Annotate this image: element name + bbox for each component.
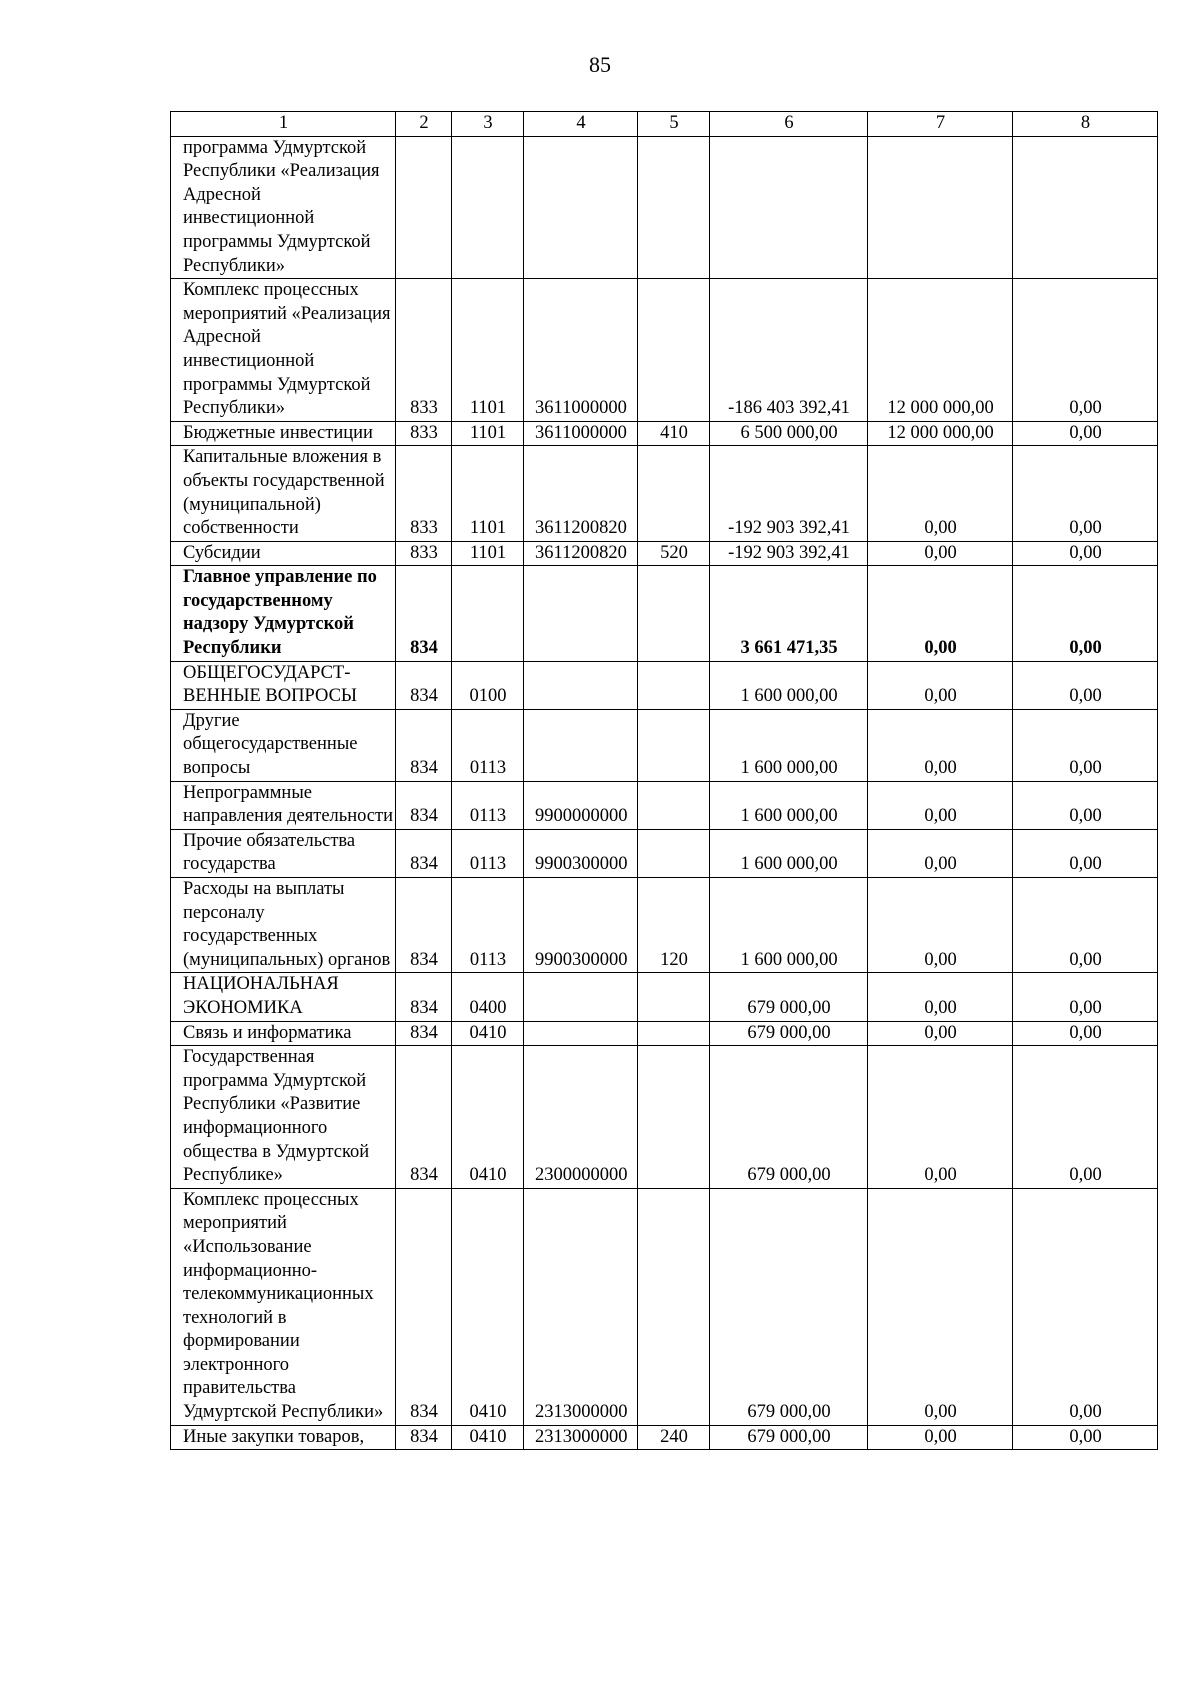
row-name-cell: Иные закупки товаров,	[171, 1425, 396, 1450]
admin-code-cell: 834	[396, 1046, 452, 1189]
table-row	[171, 566, 1158, 661]
table-header-row	[171, 112, 1158, 137]
table-row	[171, 829, 1158, 877]
amount-col7-cell: 0,00	[868, 829, 1013, 877]
table-row	[171, 421, 1158, 446]
expense-type-cell: 520	[638, 541, 710, 566]
amount-col8-cell: 0,00	[1013, 566, 1158, 661]
target-article-cell: 2300000000	[524, 1046, 638, 1189]
expense-type-cell: 410	[638, 421, 710, 446]
table-row	[171, 781, 1158, 829]
column-header: 8	[1013, 112, 1158, 137]
admin-code-cell	[396, 136, 452, 279]
amount-col6-cell	[710, 136, 868, 279]
table-row	[171, 661, 1158, 709]
amount-col7-cell: 0,00	[868, 781, 1013, 829]
expense-type-cell	[638, 1188, 710, 1425]
row-name-cell: Государственная программа Удмуртской Республики «Развитие информационного общества в Удмуртской Республике»	[171, 1046, 396, 1189]
amount-col8-cell: 0,00	[1013, 709, 1158, 781]
admin-code-cell: 834	[396, 878, 452, 973]
row-name-cell: программа Удмуртской Республики «Реализация Адресной инвестиционной программы Удмуртской Республики»	[171, 136, 396, 279]
admin-code-cell: 834	[396, 566, 452, 661]
section-code-cell: 1101	[452, 446, 524, 541]
amount-col6-cell: 679 000,00	[710, 1021, 868, 1046]
amount-col6-cell: 679 000,00	[710, 1425, 868, 1450]
row-name-cell: Бюджетные инвестиции	[171, 421, 396, 446]
section-code-cell: 0113	[452, 878, 524, 973]
target-article-cell	[524, 1021, 638, 1046]
amount-col8-cell: 0,00	[1013, 829, 1158, 877]
admin-code-cell: 833	[396, 421, 452, 446]
amount-col6-cell: -192 903 392,41	[710, 541, 868, 566]
expense-type-cell	[638, 1021, 710, 1046]
target-article-cell: 3611200820	[524, 541, 638, 566]
amount-col7-cell: 0,00	[868, 446, 1013, 541]
table-row	[171, 1425, 1158, 1450]
column-header: 2	[396, 112, 452, 137]
section-code-cell	[452, 136, 524, 279]
target-article-cell	[524, 709, 638, 781]
amount-col6-cell: 3 661 471,35	[710, 566, 868, 661]
section-code-cell: 0410	[452, 1188, 524, 1425]
section-code-cell: 0410	[452, 1021, 524, 1046]
expense-type-cell	[638, 566, 710, 661]
expense-type-cell	[638, 136, 710, 279]
target-article-cell: 3611200820	[524, 446, 638, 541]
section-code-cell: 0113	[452, 781, 524, 829]
row-name-cell: Связь и информатика	[171, 1021, 396, 1046]
admin-code-cell: 834	[396, 1188, 452, 1425]
amount-col8-cell: 0,00	[1013, 878, 1158, 973]
table-row	[171, 1046, 1158, 1189]
amount-col7-cell	[868, 136, 1013, 279]
admin-code-cell: 834	[396, 709, 452, 781]
amount-col6-cell: 6 500 000,00	[710, 421, 868, 446]
admin-code-cell: 834	[396, 973, 452, 1021]
table-row	[171, 1188, 1158, 1425]
table-row	[171, 709, 1158, 781]
column-header: 3	[452, 112, 524, 137]
amount-col8-cell: 0,00	[1013, 1021, 1158, 1046]
section-code-cell: 0113	[452, 829, 524, 877]
amount-col6-cell: 679 000,00	[710, 1046, 868, 1189]
column-header: 4	[524, 112, 638, 137]
target-article-cell: 9900300000	[524, 878, 638, 973]
admin-code-cell: 834	[396, 1425, 452, 1450]
table-row	[171, 279, 1158, 422]
target-article-cell: 9900300000	[524, 829, 638, 877]
target-article-cell: 3611000000	[524, 279, 638, 422]
table-row	[171, 1021, 1158, 1046]
amount-col8-cell: 0,00	[1013, 1188, 1158, 1425]
expense-type-cell	[638, 279, 710, 422]
row-name-cell: Субсидии	[171, 541, 396, 566]
amount-col7-cell: 0,00	[868, 1188, 1013, 1425]
row-name-cell: Прочие обязательства государства	[171, 829, 396, 877]
amount-col7-cell: 0,00	[868, 709, 1013, 781]
row-name-cell: Капитальные вложения в объекты государственной (муниципальной) собственности	[171, 446, 396, 541]
target-article-cell: 2313000000	[524, 1425, 638, 1450]
budget-table	[170, 111, 1158, 1450]
target-article-cell	[524, 973, 638, 1021]
section-code-cell: 0113	[452, 709, 524, 781]
target-article-cell	[524, 661, 638, 709]
amount-col6-cell: 679 000,00	[710, 1188, 868, 1425]
section-code-cell	[452, 566, 524, 661]
target-article-cell: 2313000000	[524, 1188, 638, 1425]
column-header: 5	[638, 112, 710, 137]
expense-type-cell	[638, 709, 710, 781]
table-row	[171, 973, 1158, 1021]
expense-type-cell: 120	[638, 878, 710, 973]
expense-type-cell	[638, 446, 710, 541]
amount-col6-cell: 679 000,00	[710, 973, 868, 1021]
amount-col8-cell: 0,00	[1013, 781, 1158, 829]
amount-col8-cell: 0,00	[1013, 279, 1158, 422]
amount-col8-cell: 0,00	[1013, 541, 1158, 566]
admin-code-cell: 834	[396, 661, 452, 709]
amount-col6-cell: 1 600 000,00	[710, 878, 868, 973]
section-code-cell: 0400	[452, 973, 524, 1021]
target-article-cell	[524, 566, 638, 661]
table-row	[171, 136, 1158, 279]
expense-type-cell	[638, 781, 710, 829]
row-name-cell: ОБЩЕГОСУДАРСТ-ВЕННЫЕ ВОПРОСЫ	[171, 661, 396, 709]
target-article-cell: 9900000000	[524, 781, 638, 829]
amount-col7-cell: 12 000 000,00	[868, 279, 1013, 422]
row-name-cell: Расходы на выплаты персоналу государственных (муниципальных) органов	[171, 878, 396, 973]
row-name-cell: Непрограммные направления деятельности	[171, 781, 396, 829]
section-code-cell: 1101	[452, 541, 524, 566]
column-header: 6	[710, 112, 868, 137]
row-name-cell: Другие общегосударственные вопросы	[171, 709, 396, 781]
row-name-cell: Комплекс процессных мероприятий «Реализация Адресной инвестиционной программы Удмуртской Республики»	[171, 279, 396, 422]
amount-col7-cell: 0,00	[868, 661, 1013, 709]
amount-col8-cell: 0,00	[1013, 973, 1158, 1021]
table-row	[171, 446, 1158, 541]
amount-col7-cell: 0,00	[868, 541, 1013, 566]
row-name-cell: НАЦИОНАЛЬНАЯ ЭКОНОМИКА	[171, 973, 396, 1021]
amount-col7-cell: 0,00	[868, 566, 1013, 661]
expense-type-cell	[638, 829, 710, 877]
page-number: 85	[589, 52, 611, 77]
admin-code-cell: 834	[396, 1021, 452, 1046]
admin-code-cell: 833	[396, 446, 452, 541]
expense-type-cell: 240	[638, 1425, 710, 1450]
section-code-cell: 0410	[452, 1425, 524, 1450]
admin-code-cell: 834	[396, 829, 452, 877]
admin-code-cell: 833	[396, 541, 452, 566]
column-header: 1	[171, 112, 396, 137]
amount-col8-cell: 0,00	[1013, 1046, 1158, 1189]
amount-col8-cell: 0,00	[1013, 446, 1158, 541]
amount-col8-cell	[1013, 136, 1158, 279]
amount-col8-cell: 0,00	[1013, 421, 1158, 446]
amount-col6-cell: -186 403 392,41	[710, 279, 868, 422]
section-code-cell: 1101	[452, 421, 524, 446]
row-name-cell: Главное управление по государственному надзору Удмуртской Республики	[171, 566, 396, 661]
amount-col6-cell: 1 600 000,00	[710, 781, 868, 829]
expense-type-cell	[638, 661, 710, 709]
expense-type-cell	[638, 1046, 710, 1189]
target-article-cell	[524, 136, 638, 279]
column-header: 7	[868, 112, 1013, 137]
amount-col6-cell: 1 600 000,00	[710, 709, 868, 781]
table-row	[171, 541, 1158, 566]
amount-col8-cell: 0,00	[1013, 1425, 1158, 1450]
section-code-cell: 1101	[452, 279, 524, 422]
row-name-cell: Комплекс процессных мероприятий «Использование информационно-телекоммуникационных технологий в формировании электронного правительства Удмуртской Республики»	[171, 1188, 396, 1425]
amount-col7-cell: 0,00	[868, 1046, 1013, 1189]
section-code-cell: 0410	[452, 1046, 524, 1189]
target-article-cell: 3611000000	[524, 421, 638, 446]
expense-type-cell	[638, 973, 710, 1021]
amount-col7-cell: 0,00	[868, 878, 1013, 973]
amount-col7-cell: 0,00	[868, 1425, 1013, 1450]
amount-col6-cell: 1 600 000,00	[710, 829, 868, 877]
admin-code-cell: 833	[396, 279, 452, 422]
amount-col7-cell: 0,00	[868, 973, 1013, 1021]
table-row	[171, 878, 1158, 973]
amount-col6-cell: -192 903 392,41	[710, 446, 868, 541]
section-code-cell: 0100	[452, 661, 524, 709]
amount-col7-cell: 0,00	[868, 1021, 1013, 1046]
amount-col7-cell: 12 000 000,00	[868, 421, 1013, 446]
amount-col6-cell: 1 600 000,00	[710, 661, 868, 709]
amount-col8-cell: 0,00	[1013, 661, 1158, 709]
admin-code-cell: 834	[396, 781, 452, 829]
